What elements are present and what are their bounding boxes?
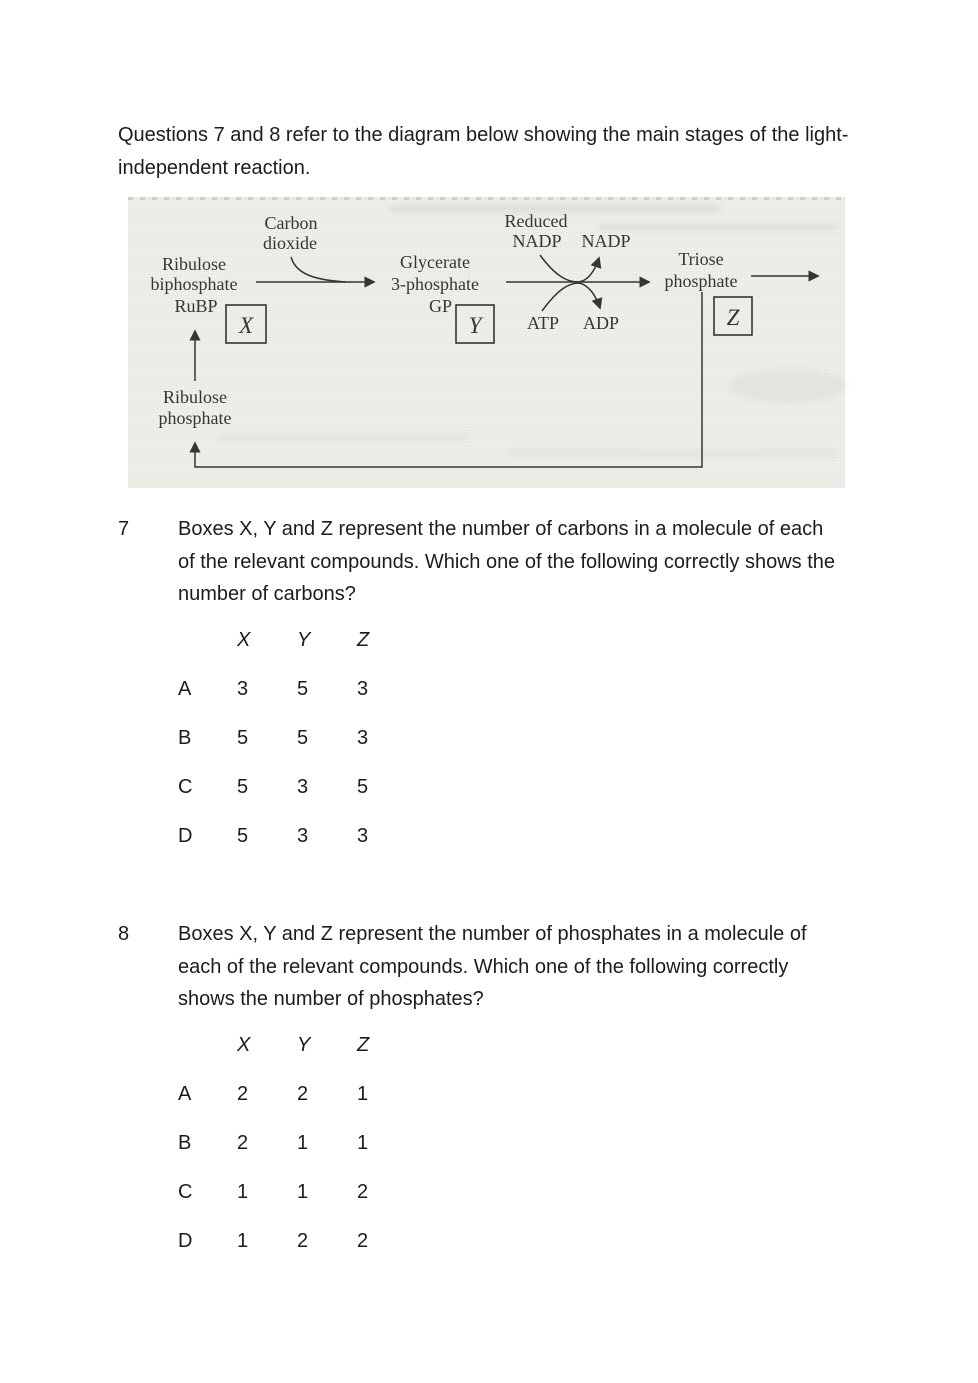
gp-label-line1: Glycerate <box>400 252 470 272</box>
nadp-coupling-curve <box>540 255 599 282</box>
option-value: 2 <box>297 1230 309 1252</box>
option-value: 3 <box>357 678 369 700</box>
option-label: C <box>178 776 193 798</box>
box-y-label: Y <box>468 313 482 338</box>
option-label: A <box>178 1083 192 1105</box>
option-value: 3 <box>297 825 309 847</box>
answer-table-q8 <box>178 1021 438 1266</box>
option-value: 3 <box>237 678 249 700</box>
option-row-b <box>178 714 438 763</box>
option-label: C <box>178 1181 193 1203</box>
box-z-label: Z <box>726 305 740 330</box>
col-header-z: Z <box>357 1034 370 1056</box>
triose-label-line2: phosphate <box>664 271 738 291</box>
option-row-b <box>178 1119 438 1168</box>
option-label: B <box>178 727 192 749</box>
reduced-nadp-label-line1: Reduced <box>504 211 568 231</box>
option-row-d <box>178 1217 438 1266</box>
option-row-a <box>178 665 438 714</box>
option-value: 5 <box>357 776 369 798</box>
option-value: 1 <box>357 1132 369 1154</box>
rubp-label-line2: biphosphate <box>150 274 238 294</box>
triose-label-line1: Triose <box>678 249 724 269</box>
question-text: Boxes X, Y and Z represent the number of phosphates in a molecule of each of the relevant compounds. Which one of the following correctly shows the number of phosphates? <box>178 923 807 1010</box>
atp-label: ATP <box>526 313 560 333</box>
rubp-label-line3: RuBP <box>174 296 218 316</box>
option-value: 5 <box>237 727 249 749</box>
option-value: 1 <box>297 1181 309 1203</box>
option-value: 5 <box>237 776 249 798</box>
intro-text: Questions 7 and 8 refer to the diagram below showing the main stages of the light-independent reaction. <box>118 124 849 179</box>
option-value: 2 <box>297 1083 309 1105</box>
ribulose-phosphate-label-line1: Ribulose <box>162 387 228 407</box>
gp-label-line3: GP <box>428 296 452 316</box>
header-row <box>178 1021 438 1070</box>
box-x-label: X <box>238 313 254 338</box>
option-row-a <box>178 1070 438 1119</box>
answer-table-q7 <box>178 616 438 861</box>
col-header-z: Z <box>357 629 370 651</box>
calvin-cycle-diagram <box>128 197 845 488</box>
question-text: Boxes X, Y and Z represent the number of carbons in a molecule of each of the relevant compounds. Which one of the following correctly shows the number of carbons? <box>178 518 836 605</box>
option-value: 3 <box>357 727 369 749</box>
option-value: 1 <box>357 1083 369 1105</box>
ribulose-phosphate-label-line2: phosphate <box>158 408 232 428</box>
atp-coupling-curve <box>542 283 600 311</box>
adp-label: ADP <box>582 313 620 333</box>
col-header-x: X <box>237 1034 251 1056</box>
rubp-label-line1: Ribulose <box>161 254 227 274</box>
option-value: 5 <box>297 678 309 700</box>
option-value: 3 <box>297 776 309 798</box>
question-number: 7 <box>118 518 130 540</box>
option-value: 5 <box>237 825 249 847</box>
col-header-y: Y <box>297 1034 311 1056</box>
option-value: 2 <box>237 1132 249 1154</box>
option-row-c <box>178 1168 438 1217</box>
option-label: D <box>178 825 193 847</box>
option-value: 5 <box>297 727 309 749</box>
option-value: 2 <box>237 1083 249 1105</box>
option-row-c <box>178 763 438 812</box>
recycle-path <box>195 292 702 467</box>
question-8 <box>118 918 878 1016</box>
nadp-label: NADP <box>581 231 631 251</box>
header-row <box>178 616 438 665</box>
option-value: 3 <box>357 825 369 847</box>
option-label: D <box>178 1230 193 1252</box>
option-value: 1 <box>297 1132 309 1154</box>
gp-label-line2: 3-phosphate <box>391 274 479 294</box>
option-value: 1 <box>237 1181 249 1203</box>
option-label: B <box>178 1132 192 1154</box>
option-value: 2 <box>357 1230 369 1252</box>
option-value: 2 <box>357 1181 369 1203</box>
col-header-y: Y <box>297 629 311 651</box>
option-row-d <box>178 812 438 861</box>
carbon-dioxide-label-line2: dioxide <box>263 233 317 253</box>
option-label: A <box>178 678 192 700</box>
col-header-x: X <box>237 629 251 651</box>
diagram-scan <box>128 197 845 488</box>
reduced-nadp-label-line2: NADP <box>512 231 562 251</box>
carbon-dioxide-label-line1: Carbon <box>264 213 318 233</box>
question-number: 8 <box>118 923 130 945</box>
question-7 <box>118 513 878 611</box>
carbon-dioxide-curve <box>291 257 346 282</box>
option-value: 1 <box>237 1230 249 1252</box>
